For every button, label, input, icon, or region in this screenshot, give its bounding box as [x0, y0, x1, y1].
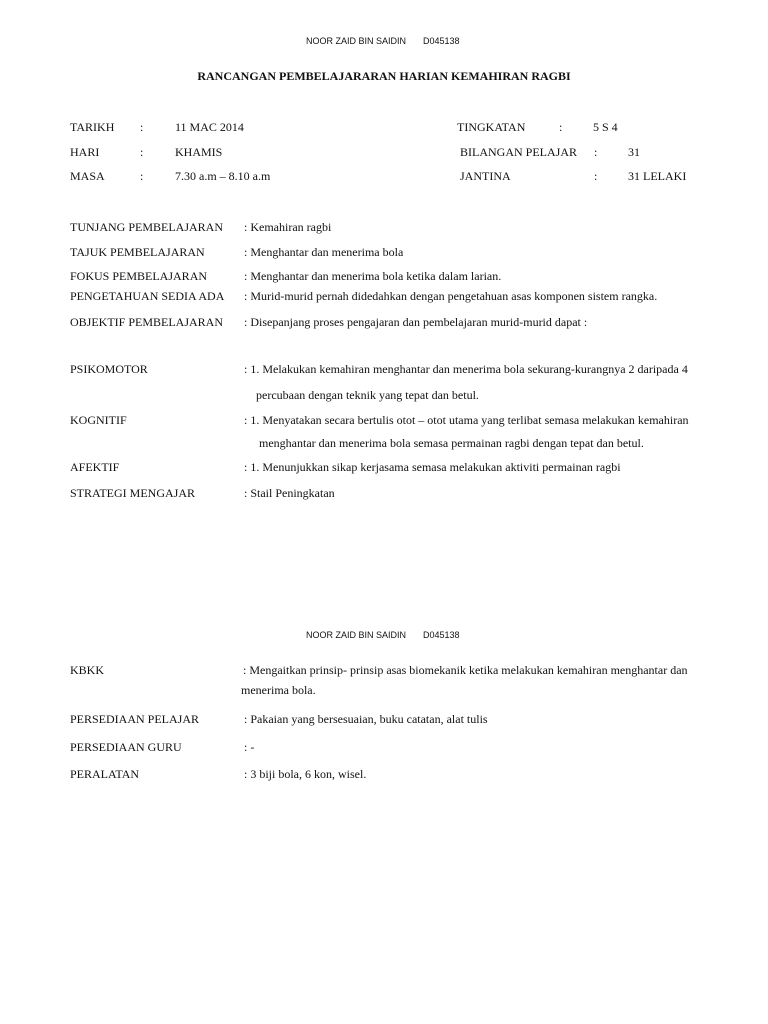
- jantina-value: 31 LELAKI: [628, 169, 687, 183]
- tajuk-value: : Menghantar dan menerima bola: [244, 245, 404, 259]
- kognitif-line2: menghantar dan menerima bola semasa permainan ragbi dengan tepat dan betul.: [259, 436, 644, 450]
- bilangan-colon: :: [594, 145, 598, 159]
- tarikh-label: TARIKH: [70, 120, 115, 134]
- persediaan-guru-value: : -: [244, 740, 255, 754]
- afektif-value: : 1. Menunjukkan sikap kerjasama semasa melakukan aktiviti permainan ragbi: [244, 460, 621, 474]
- tajuk-label: TAJUK PEMBELAJARAN: [70, 245, 205, 259]
- tingkatan-value: 5 S 4: [593, 120, 618, 134]
- afektif-label: AFEKTIF: [70, 460, 120, 474]
- jantina-label: JANTINA: [460, 169, 511, 183]
- header-name: NOOR ZAID BIN SAIDIN: [306, 36, 407, 46]
- persediaan-pelajar-label: PERSEDIAAN PELAJAR: [70, 712, 200, 726]
- masa-label: MASA: [70, 169, 105, 183]
- tarikh-colon: :: [140, 120, 144, 134]
- kognitif-line1: : 1. Menyatakan secara bertulis otot – otot utama yang terlibat semasa melakukan kemahiran: [244, 413, 689, 427]
- tingkatan-colon: :: [559, 120, 563, 134]
- objektif-label: OBJEKTIF PEMBELAJARAN: [70, 315, 224, 329]
- jantina-colon: :: [594, 169, 598, 183]
- bilangan-value: 31: [628, 145, 640, 159]
- hari-value: KHAMIS: [175, 145, 223, 159]
- bilangan-label: BILANGAN PELAJAR: [460, 145, 577, 159]
- hari-label: HARI: [70, 145, 100, 159]
- psikomotor-line1: : 1. Melakukan kemahiran menghantar dan menerima bola sekurang-kurangnya 2 daripada 4: [244, 362, 688, 376]
- peralatan-label: PERALATAN: [70, 767, 140, 781]
- kbkk-label: KBKK: [70, 663, 105, 677]
- psikomotor-label: PSIKOMOTOR: [70, 362, 148, 376]
- tingkatan-label: TINGKATAN: [457, 120, 526, 134]
- pengetahuan-label: PENGETAHUAN SEDIA ADA: [70, 289, 225, 303]
- tarikh-value: 11 MAC 2014: [175, 120, 244, 134]
- hari-colon: :: [140, 145, 144, 159]
- fokus-label: FOKUS PEMBELAJARAN: [70, 269, 208, 283]
- header-id: D045138: [423, 36, 460, 46]
- kbkk-line2: menerima bola.: [241, 683, 316, 697]
- header-name-page2: NOOR ZAID BIN SAIDIN: [306, 630, 407, 640]
- kbkk-line1: : Mengaitkan prinsip- prinsip asas biomekanik ketika melakukan kemahiran menghantar dan: [243, 663, 688, 677]
- persediaan-pelajar-value: : Pakaian yang bersesuaian, buku catatan, alat tulis: [244, 712, 488, 726]
- fokus-value: : Menghantar dan menerima bola ketika dalam larian.: [244, 269, 502, 283]
- strategi-label: STRATEGI MENGAJAR: [70, 486, 196, 500]
- persediaan-guru-label: PERSEDIAAN GURU: [70, 740, 182, 754]
- masa-value: 7.30 a.m – 8.10 a.m: [175, 169, 271, 183]
- kognitif-label: KOGNITIF: [70, 413, 127, 427]
- psikomotor-line2: percubaan dengan teknik yang tepat dan betul.: [256, 388, 479, 402]
- peralatan-value: : 3 biji bola, 6 kon, wisel.: [244, 767, 367, 781]
- masa-colon: :: [140, 169, 144, 183]
- page-title: RANCANGAN PEMBELAJARARAN HARIAN KEMAHIRAN RAGBI: [197, 69, 571, 83]
- header-id-page2: D045138: [423, 630, 460, 640]
- tunjang-label: TUNJANG PEMBELAJARAN: [70, 220, 224, 234]
- tunjang-value: : Kemahiran ragbi: [244, 220, 332, 234]
- strategi-value: : Stail Peningkatan: [244, 486, 335, 500]
- pengetahuan-value: : Murid-murid pernah didedahkan dengan pengetahuan asas komponen sistem rangka.: [244, 289, 658, 303]
- objektif-value: : Disepanjang proses pengajaran dan pembelajaran murid-murid dapat :: [244, 315, 588, 329]
